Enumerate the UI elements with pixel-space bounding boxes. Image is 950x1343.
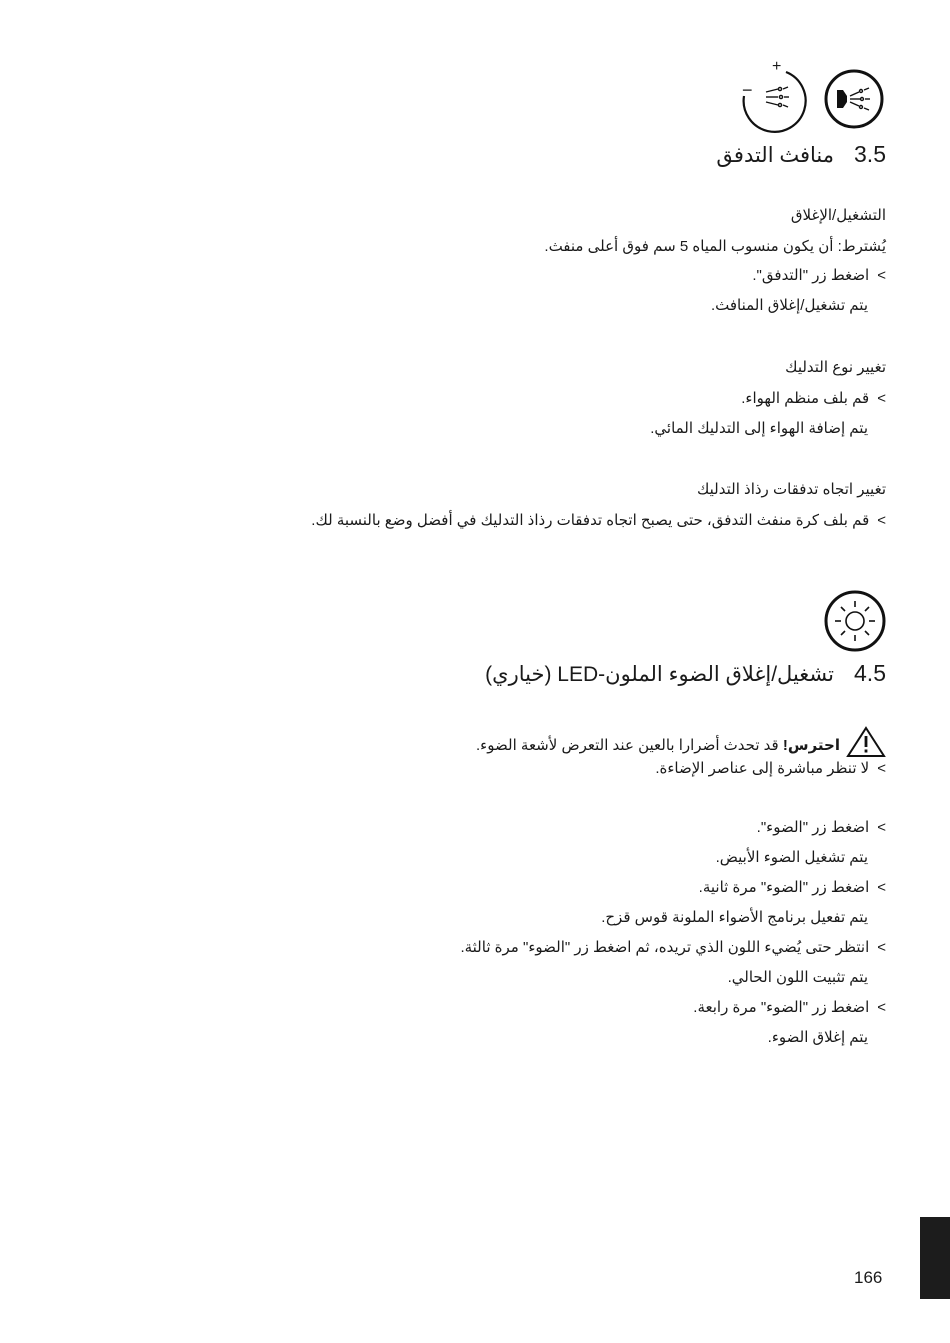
step-item: >قم بلف كرة منفث التدفق، حتى يصبح اتجاه تدفقات رذاذ التدليك في أفضل وضع بالنسبة لك. — [311, 512, 886, 529]
prerequisite-text: يُشترط: أن يكون منسوب المياه 5 سم فوق أعلى منفث. — [544, 238, 886, 255]
page-number: 166 — [854, 1268, 883, 1287]
jet-button-icon — [823, 68, 885, 130]
step-item: >اضغط زر "التدفق". — [752, 267, 886, 284]
result-text: يتم تفعيل برنامج الأضواء الملونة قوس قزح. — [601, 909, 868, 926]
light-button-icon — [823, 589, 887, 653]
result-text: يتم تشغيل الضوء الأبيض. — [715, 849, 868, 866]
section-number: 3.5 — [854, 141, 886, 167]
step-marker: > — [877, 879, 886, 896]
step-item: >قم بلف منظم الهواء. — [741, 390, 886, 407]
step-marker: > — [877, 512, 886, 529]
step-marker: > — [877, 999, 886, 1016]
step-marker: > — [877, 390, 886, 407]
step-item: >اضغط زر "الضوء" مرة رابعة. — [693, 999, 886, 1016]
warning-notice — [476, 726, 886, 758]
plus-sign: + — [772, 58, 782, 75]
step-item: >اضغط زر "الضوء" مرة ثانية. — [698, 879, 886, 896]
section-number: 4.5 — [854, 660, 886, 686]
step-marker: > — [877, 760, 886, 777]
section-title: منافث التدفق — [716, 144, 835, 167]
result-text: يتم إضافة الهواء إلى التدليك المائي. — [650, 420, 868, 437]
result-text: يتم تثبيت اللون الحالي. — [727, 969, 868, 986]
section-heading-4-5 — [485, 660, 886, 687]
step-item: >اضغط زر "الضوء". — [756, 819, 886, 836]
section-heading-3-5 — [716, 141, 886, 168]
result-text: يتم تشغيل/إغلاق المنافث. — [710, 297, 868, 314]
subheading-on-off: التشغيل/الإغلاق — [790, 207, 886, 224]
chapter-thumb-tab — [920, 1217, 950, 1299]
subheading-jet-direction: تغيير اتجاه تدفقات رذاذ التدليك — [696, 481, 886, 498]
step-marker: > — [877, 819, 886, 836]
step-item: >انتظر حتى يُضيء اللون الذي تريده، ثم اضغط زر "الضوء" مرة ثالثة. — [460, 939, 886, 956]
warning-triangle-icon — [846, 726, 886, 758]
step-marker: > — [877, 267, 886, 284]
subheading-massage-type: تغيير نوع التدليك — [785, 359, 886, 376]
minus-sign: − — [742, 80, 753, 100]
warning-label: احترس! — [782, 737, 840, 754]
section-title: تشغيل/إغلاق الضوء الملون-LED (خياري) — [485, 663, 835, 686]
step-marker: > — [877, 939, 886, 956]
result-text: يتم إغلاق الضوء. — [767, 1029, 868, 1046]
warning-text: قد تحدث أضرارا بالعين عند التعرض لأشعة الضوء. — [476, 737, 779, 754]
step-item: >لا تنظر مباشرة إلى عناصر الإضاءة. — [655, 760, 886, 777]
